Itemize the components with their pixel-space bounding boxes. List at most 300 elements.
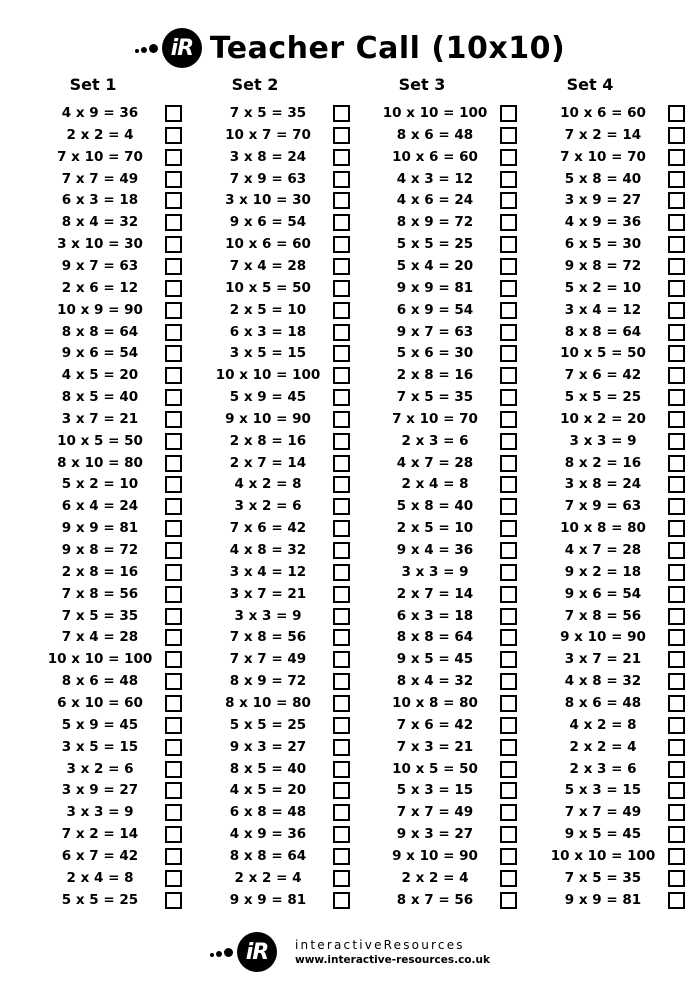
tick-checkbox[interactable] bbox=[668, 389, 685, 406]
list-item bbox=[540, 758, 700, 780]
tick-checkbox[interactable] bbox=[500, 236, 517, 253]
equation-text: 9 x 10 = 90 bbox=[560, 629, 646, 646]
tick-checkbox[interactable] bbox=[165, 848, 182, 865]
tick-checkbox[interactable] bbox=[500, 717, 517, 734]
tick-checkbox[interactable] bbox=[333, 651, 350, 668]
tick-checkbox[interactable] bbox=[668, 192, 685, 209]
list-item bbox=[372, 714, 532, 736]
tick-checkbox[interactable] bbox=[333, 324, 350, 341]
list-item bbox=[540, 605, 700, 627]
tick-checkbox[interactable] bbox=[165, 498, 182, 515]
equation-text: 7 x 8 = 56 bbox=[61, 585, 139, 602]
equation-text: 9 x 6 = 54 bbox=[61, 345, 139, 362]
tick-checkbox[interactable] bbox=[165, 608, 182, 625]
tick-checkbox[interactable] bbox=[500, 651, 517, 668]
tick-checkbox[interactable] bbox=[668, 324, 685, 341]
equation-text: 2 x 7 = 14 bbox=[396, 585, 474, 602]
tick-checkbox[interactable] bbox=[500, 149, 517, 166]
equation-text: 10 x 5 = 50 bbox=[560, 345, 646, 362]
list-item bbox=[37, 495, 197, 517]
tick-checkbox[interactable] bbox=[668, 826, 685, 843]
equation-text: 9 x 8 = 72 bbox=[564, 257, 642, 274]
list-item bbox=[37, 583, 197, 605]
list-item bbox=[540, 321, 700, 343]
equation-text: 7 x 8 = 56 bbox=[229, 629, 307, 646]
list-item bbox=[540, 779, 700, 801]
list-item bbox=[372, 517, 532, 539]
tick-checkbox[interactable] bbox=[668, 105, 685, 122]
tick-checkbox[interactable] bbox=[500, 782, 517, 799]
tick-checkbox[interactable] bbox=[165, 258, 182, 275]
list-item bbox=[372, 211, 532, 233]
list-item bbox=[540, 189, 700, 211]
tick-checkbox[interactable] bbox=[500, 324, 517, 341]
tick-checkbox[interactable] bbox=[500, 280, 517, 297]
equation-text: 5 x 6 = 30 bbox=[396, 345, 474, 362]
equation-text: 7 x 6 = 42 bbox=[396, 716, 474, 733]
equation-text: 8 x 4 = 32 bbox=[396, 673, 474, 690]
equation-text: 9 x 3 = 27 bbox=[229, 738, 307, 755]
equation-text: 10 x 6 = 60 bbox=[392, 148, 478, 165]
equation-text: 9 x 5 = 45 bbox=[396, 651, 474, 668]
tick-checkbox[interactable] bbox=[668, 586, 685, 603]
equation-text: 7 x 3 = 21 bbox=[396, 738, 474, 755]
tick-checkbox[interactable] bbox=[165, 761, 182, 778]
list-item bbox=[205, 561, 365, 583]
tick-checkbox[interactable] bbox=[668, 782, 685, 799]
equation-text: 3 x 4 = 12 bbox=[564, 301, 642, 318]
tick-checkbox[interactable] bbox=[165, 127, 182, 144]
tick-checkbox[interactable] bbox=[668, 367, 685, 384]
tick-checkbox[interactable] bbox=[668, 258, 685, 275]
equation-text: 8 x 6 = 48 bbox=[61, 673, 139, 690]
equation-text: 7 x 9 = 63 bbox=[564, 498, 642, 515]
tick-checkbox[interactable] bbox=[668, 717, 685, 734]
tick-checkbox[interactable] bbox=[165, 455, 182, 472]
tick-checkbox[interactable] bbox=[668, 804, 685, 821]
equation-text: 2 x 4 = 8 bbox=[401, 476, 469, 493]
tick-checkbox[interactable] bbox=[333, 717, 350, 734]
equation-text: 7 x 6 = 42 bbox=[564, 367, 642, 384]
list-item bbox=[205, 801, 365, 823]
tick-checkbox[interactable] bbox=[165, 520, 182, 537]
tick-checkbox[interactable] bbox=[500, 455, 517, 472]
equation-text: 4 x 9 = 36 bbox=[229, 826, 307, 843]
tick-checkbox[interactable] bbox=[165, 367, 182, 384]
list-item bbox=[372, 779, 532, 801]
list-item bbox=[372, 801, 532, 823]
list-item bbox=[37, 233, 197, 255]
list-item bbox=[37, 277, 197, 299]
tick-checkbox[interactable] bbox=[165, 629, 182, 646]
tick-checkbox[interactable] bbox=[333, 411, 350, 428]
tick-checkbox[interactable] bbox=[333, 389, 350, 406]
tick-checkbox[interactable] bbox=[165, 542, 182, 559]
tick-checkbox[interactable] bbox=[500, 761, 517, 778]
tick-checkbox[interactable] bbox=[165, 302, 182, 319]
tick-checkbox[interactable] bbox=[333, 761, 350, 778]
tick-checkbox[interactable] bbox=[668, 673, 685, 690]
tick-checkbox[interactable] bbox=[333, 433, 350, 450]
equation-text: 10 x 8 = 80 bbox=[560, 520, 646, 537]
page-footer bbox=[0, 928, 700, 976]
tick-checkbox[interactable] bbox=[668, 870, 685, 887]
list-item bbox=[37, 386, 197, 408]
list-item bbox=[540, 561, 700, 583]
equation-text: 2 x 8 = 16 bbox=[396, 367, 474, 384]
equation-text: 9 x 6 = 54 bbox=[229, 214, 307, 231]
list-item bbox=[540, 168, 700, 190]
tick-checkbox[interactable] bbox=[500, 826, 517, 843]
tick-checkbox[interactable] bbox=[333, 127, 350, 144]
list-item bbox=[205, 189, 365, 211]
equation-text: 10 x 7 = 70 bbox=[225, 126, 311, 143]
tick-checkbox[interactable] bbox=[500, 673, 517, 690]
tick-checkbox[interactable] bbox=[165, 389, 182, 406]
equation-text: 3 x 10 = 30 bbox=[57, 236, 143, 253]
tick-checkbox[interactable] bbox=[165, 214, 182, 231]
tick-checkbox[interactable] bbox=[668, 892, 685, 909]
equation-text: 7 x 6 = 42 bbox=[229, 520, 307, 537]
tick-checkbox[interactable] bbox=[165, 411, 182, 428]
tick-checkbox[interactable] bbox=[500, 564, 517, 581]
tick-checkbox[interactable] bbox=[500, 411, 517, 428]
tick-checkbox[interactable] bbox=[500, 127, 517, 144]
equation-text: 10 x 10 = 100 bbox=[47, 651, 153, 668]
list-item bbox=[37, 867, 197, 889]
tick-checkbox[interactable] bbox=[668, 455, 685, 472]
equation-text: 2 x 5 = 10 bbox=[229, 301, 307, 318]
equation-text: 9 x 9 = 81 bbox=[229, 891, 307, 908]
tick-checkbox[interactable] bbox=[668, 564, 685, 581]
tick-checkbox[interactable] bbox=[668, 149, 685, 166]
list-item bbox=[540, 692, 700, 714]
tick-checkbox[interactable] bbox=[165, 673, 182, 690]
list-item bbox=[37, 408, 197, 430]
list-item bbox=[372, 124, 532, 146]
tick-checkbox[interactable] bbox=[500, 105, 517, 122]
list-item bbox=[205, 605, 365, 627]
tick-checkbox[interactable] bbox=[333, 673, 350, 690]
tick-checkbox[interactable] bbox=[333, 236, 350, 253]
list-item bbox=[372, 845, 532, 867]
tick-checkbox[interactable] bbox=[165, 739, 182, 756]
tick-checkbox[interactable] bbox=[333, 782, 350, 799]
tick-checkbox[interactable] bbox=[500, 542, 517, 559]
tick-checkbox[interactable] bbox=[668, 651, 685, 668]
tick-checkbox[interactable] bbox=[333, 455, 350, 472]
tick-checkbox[interactable] bbox=[500, 302, 517, 319]
equation-text: 3 x 5 = 15 bbox=[61, 738, 139, 755]
tick-checkbox[interactable] bbox=[333, 695, 350, 712]
equation-text: 2 x 7 = 14 bbox=[229, 454, 307, 471]
tick-checkbox[interactable] bbox=[165, 324, 182, 341]
tick-checkbox[interactable] bbox=[333, 149, 350, 166]
tick-checkbox[interactable] bbox=[165, 586, 182, 603]
list-item bbox=[372, 146, 532, 168]
set-column bbox=[372, 74, 532, 934]
list-item bbox=[37, 692, 197, 714]
tick-checkbox[interactable] bbox=[165, 280, 182, 297]
tick-checkbox[interactable] bbox=[500, 214, 517, 231]
list-item bbox=[205, 146, 365, 168]
tick-checkbox[interactable] bbox=[500, 171, 517, 188]
list-item bbox=[540, 364, 700, 386]
tick-checkbox[interactable] bbox=[333, 258, 350, 275]
tick-checkbox[interactable] bbox=[500, 848, 517, 865]
equation-text: 4 x 2 = 8 bbox=[569, 716, 637, 733]
list-item bbox=[372, 867, 532, 889]
equation-text: 2 x 2 = 4 bbox=[234, 869, 302, 886]
list-item bbox=[372, 823, 532, 845]
list-item bbox=[372, 670, 532, 692]
equation-text: 5 x 5 = 25 bbox=[61, 891, 139, 908]
list-item bbox=[205, 736, 365, 758]
list-item bbox=[205, 867, 365, 889]
tick-checkbox[interactable] bbox=[668, 498, 685, 515]
tick-checkbox[interactable] bbox=[165, 695, 182, 712]
tick-checkbox[interactable] bbox=[500, 192, 517, 209]
tick-checkbox[interactable] bbox=[333, 192, 350, 209]
equation-text: 10 x 5 = 50 bbox=[57, 432, 143, 449]
tick-checkbox[interactable] bbox=[668, 848, 685, 865]
tick-checkbox[interactable] bbox=[333, 870, 350, 887]
tick-checkbox[interactable] bbox=[165, 433, 182, 450]
tick-checkbox[interactable] bbox=[668, 629, 685, 646]
tick-checkbox[interactable] bbox=[668, 608, 685, 625]
equation-text: 3 x 7 = 21 bbox=[229, 585, 307, 602]
tick-checkbox[interactable] bbox=[165, 717, 182, 734]
equation-text: 3 x 9 = 27 bbox=[564, 192, 642, 209]
tick-checkbox[interactable] bbox=[668, 302, 685, 319]
tick-checkbox[interactable] bbox=[668, 761, 685, 778]
tick-checkbox[interactable] bbox=[165, 345, 182, 362]
list-item bbox=[37, 736, 197, 758]
list-item bbox=[540, 408, 700, 430]
list-item bbox=[205, 539, 365, 561]
equation-text: 10 x 10 = 100 bbox=[382, 105, 488, 121]
list-item bbox=[37, 801, 197, 823]
tick-checkbox[interactable] bbox=[500, 608, 517, 625]
tick-checkbox[interactable] bbox=[668, 520, 685, 537]
tick-checkbox[interactable] bbox=[333, 804, 350, 821]
equation-text: 8 x 8 = 64 bbox=[61, 323, 139, 340]
tick-checkbox[interactable] bbox=[165, 476, 182, 493]
tick-checkbox[interactable] bbox=[500, 498, 517, 515]
equation-text: 5 x 2 = 10 bbox=[564, 279, 642, 296]
ir-logo bbox=[135, 28, 202, 68]
list-item bbox=[540, 626, 700, 648]
tick-checkbox[interactable] bbox=[165, 171, 182, 188]
equation-text: 5 x 3 = 15 bbox=[564, 782, 642, 799]
equation-text: 2 x 2 = 4 bbox=[401, 869, 469, 886]
tick-checkbox[interactable] bbox=[333, 498, 350, 515]
equation-text: 7 x 5 = 35 bbox=[61, 607, 139, 624]
tick-checkbox[interactable] bbox=[165, 826, 182, 843]
list-item bbox=[540, 386, 700, 408]
tick-checkbox[interactable] bbox=[500, 870, 517, 887]
list-item bbox=[540, 342, 700, 364]
list-item bbox=[37, 452, 197, 474]
equation-text: 3 x 3 = 9 bbox=[234, 607, 302, 624]
tick-checkbox[interactable] bbox=[165, 804, 182, 821]
equation-text: 10 x 10 = 100 bbox=[215, 367, 321, 384]
list-item bbox=[372, 583, 532, 605]
tick-checkbox[interactable] bbox=[333, 892, 350, 909]
tick-checkbox[interactable] bbox=[500, 804, 517, 821]
tick-checkbox[interactable] bbox=[668, 542, 685, 559]
list-item bbox=[540, 714, 700, 736]
list-item bbox=[37, 539, 197, 561]
tick-checkbox[interactable] bbox=[333, 586, 350, 603]
equation-text: 9 x 9 = 81 bbox=[396, 279, 474, 296]
list-item bbox=[372, 452, 532, 474]
equation-text: 9 x 6 = 54 bbox=[564, 585, 642, 602]
tick-checkbox[interactable] bbox=[500, 433, 517, 450]
equation-text: 6 x 3 = 18 bbox=[61, 192, 139, 209]
list-item bbox=[372, 321, 532, 343]
equation-text: 5 x 8 = 40 bbox=[564, 170, 642, 187]
footer-brand: interactiveResources bbox=[295, 938, 465, 952]
tick-checkbox[interactable] bbox=[165, 782, 182, 799]
tick-checkbox[interactable] bbox=[165, 236, 182, 253]
equation-text: 2 x 2 = 4 bbox=[66, 126, 134, 143]
tick-checkbox[interactable] bbox=[500, 520, 517, 537]
tick-checkbox[interactable] bbox=[668, 127, 685, 144]
tick-checkbox[interactable] bbox=[500, 258, 517, 275]
list-item bbox=[37, 299, 197, 321]
tick-checkbox[interactable] bbox=[500, 629, 517, 646]
tick-checkbox[interactable] bbox=[333, 739, 350, 756]
tick-checkbox[interactable] bbox=[668, 411, 685, 428]
equation-text: 8 x 10 = 80 bbox=[225, 694, 311, 711]
equation-text: 4 x 5 = 20 bbox=[229, 782, 307, 799]
list-item bbox=[37, 342, 197, 364]
equation-text: 8 x 5 = 40 bbox=[61, 389, 139, 406]
tick-checkbox[interactable] bbox=[165, 149, 182, 166]
equation-text: 2 x 8 = 16 bbox=[61, 563, 139, 580]
list-item bbox=[540, 430, 700, 452]
tick-checkbox[interactable] bbox=[165, 870, 182, 887]
tick-checkbox[interactable] bbox=[333, 608, 350, 625]
equation-text: 7 x 8 = 56 bbox=[564, 607, 642, 624]
set-column bbox=[540, 74, 700, 934]
list-item bbox=[205, 364, 365, 386]
equation-text: 7 x 10 = 70 bbox=[57, 148, 143, 165]
tick-checkbox[interactable] bbox=[500, 345, 517, 362]
tick-checkbox[interactable] bbox=[500, 739, 517, 756]
tick-checkbox[interactable] bbox=[333, 280, 350, 297]
tick-checkbox[interactable] bbox=[165, 651, 182, 668]
equation-text: 5 x 9 = 45 bbox=[229, 389, 307, 406]
tick-checkbox[interactable] bbox=[668, 476, 685, 493]
tick-checkbox[interactable] bbox=[333, 105, 350, 122]
tick-checkbox[interactable] bbox=[500, 586, 517, 603]
equation-text: 7 x 4 = 28 bbox=[61, 629, 139, 646]
tick-checkbox[interactable] bbox=[333, 367, 350, 384]
equation-text: 10 x 9 = 90 bbox=[57, 301, 143, 318]
tick-checkbox[interactable] bbox=[333, 302, 350, 319]
list-item bbox=[372, 473, 532, 495]
tick-checkbox[interactable] bbox=[165, 564, 182, 581]
tick-checkbox[interactable] bbox=[500, 389, 517, 406]
list-item bbox=[205, 102, 365, 124]
list-item bbox=[540, 583, 700, 605]
equation-text: 10 x 5 = 50 bbox=[392, 760, 478, 777]
tick-checkbox[interactable] bbox=[500, 892, 517, 909]
tick-checkbox[interactable] bbox=[333, 826, 350, 843]
tick-checkbox[interactable] bbox=[668, 739, 685, 756]
equation-text: 8 x 9 = 72 bbox=[229, 673, 307, 690]
list-item bbox=[205, 473, 365, 495]
equation-text: 9 x 9 = 81 bbox=[564, 891, 642, 908]
list-item bbox=[37, 168, 197, 190]
tick-checkbox[interactable] bbox=[333, 345, 350, 362]
equation-text: 3 x 5 = 15 bbox=[229, 345, 307, 362]
list-item bbox=[540, 146, 700, 168]
tick-checkbox[interactable] bbox=[500, 476, 517, 493]
tick-checkbox[interactable] bbox=[500, 695, 517, 712]
equation-text: 5 x 4 = 20 bbox=[396, 257, 474, 274]
equation-text: 8 x 10 = 80 bbox=[57, 454, 143, 471]
list-item bbox=[205, 277, 365, 299]
tick-checkbox[interactable] bbox=[333, 520, 350, 537]
tick-checkbox[interactable] bbox=[333, 171, 350, 188]
tick-checkbox[interactable] bbox=[333, 629, 350, 646]
tick-checkbox[interactable] bbox=[668, 345, 685, 362]
equation-text: 3 x 7 = 21 bbox=[61, 410, 139, 427]
list-item bbox=[37, 648, 197, 670]
tick-checkbox[interactable] bbox=[165, 892, 182, 909]
list-item bbox=[37, 124, 197, 146]
equation-text: 2 x 8 = 16 bbox=[229, 432, 307, 449]
list-item bbox=[205, 517, 365, 539]
equation-text: 6 x 5 = 30 bbox=[564, 236, 642, 253]
list-item bbox=[37, 364, 197, 386]
tick-checkbox[interactable] bbox=[668, 280, 685, 297]
tick-checkbox[interactable] bbox=[668, 214, 685, 231]
equation-text: 6 x 8 = 48 bbox=[229, 804, 307, 821]
list-item bbox=[37, 605, 197, 627]
tick-checkbox[interactable] bbox=[165, 192, 182, 209]
list-item bbox=[372, 168, 532, 190]
equation-text: 9 x 4 = 36 bbox=[396, 542, 474, 558]
tick-checkbox[interactable] bbox=[668, 433, 685, 450]
equation-text: 6 x 4 = 24 bbox=[61, 498, 139, 515]
tick-checkbox[interactable] bbox=[333, 542, 350, 559]
list-item bbox=[205, 583, 365, 605]
tick-checkbox[interactable] bbox=[668, 236, 685, 253]
equation-text: 3 x 9 = 27 bbox=[61, 782, 139, 799]
tick-checkbox[interactable] bbox=[668, 171, 685, 188]
tick-checkbox[interactable] bbox=[333, 476, 350, 493]
tick-checkbox[interactable] bbox=[333, 214, 350, 231]
list-item bbox=[372, 342, 532, 364]
equation-text: 8 x 7 = 56 bbox=[396, 891, 474, 908]
equation-text: 6 x 9 = 54 bbox=[396, 301, 474, 318]
tick-checkbox[interactable] bbox=[668, 695, 685, 712]
equation-text: 3 x 8 = 24 bbox=[564, 476, 642, 493]
tick-checkbox[interactable] bbox=[333, 564, 350, 581]
tick-checkbox[interactable] bbox=[333, 848, 350, 865]
list-item bbox=[540, 823, 700, 845]
tick-checkbox[interactable] bbox=[500, 367, 517, 384]
list-item bbox=[372, 626, 532, 648]
tick-checkbox[interactable] bbox=[165, 105, 182, 122]
equation-text: 8 x 8 = 64 bbox=[229, 847, 307, 864]
equation-text: 9 x 10 = 90 bbox=[392, 847, 478, 864]
list-item bbox=[205, 648, 365, 670]
